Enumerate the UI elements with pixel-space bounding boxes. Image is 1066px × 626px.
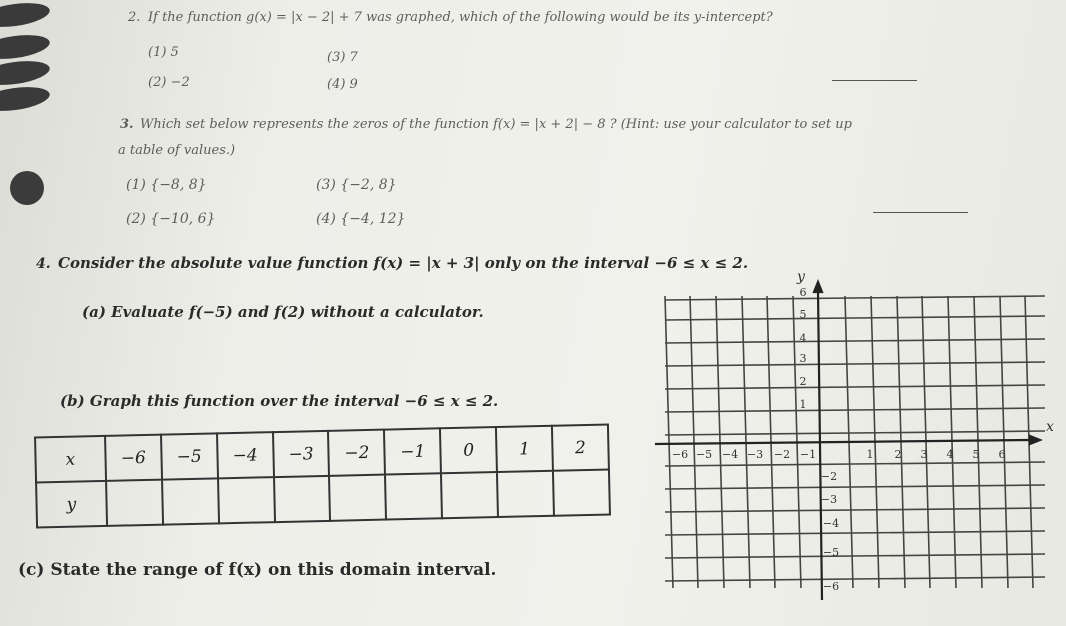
x-tick-label: 5 [972, 448, 980, 461]
q2-choice-1: (1) 5 [148, 45, 179, 60]
x-tick-label: −6 [671, 448, 689, 461]
grid-line-horizontal [665, 362, 1045, 366]
q4-part-b: (b) Graph this function over the interval −6 ≤ x ≤ 2. [60, 392, 499, 410]
table-cell[interactable]: −5 [161, 433, 218, 479]
q2-choice-4: (4) 9 [327, 77, 358, 92]
table-cell[interactable]: 0 [440, 427, 497, 473]
table-cell[interactable]: −3 [273, 431, 330, 477]
q2-number: 2. [128, 10, 141, 25]
grid-line-horizontal [665, 408, 1045, 412]
x-axis-arrow-icon [1030, 436, 1040, 444]
table-cell[interactable]: −4 [217, 432, 274, 478]
table-cell[interactable]: −6 [105, 435, 162, 481]
q3-choice-3: (3) {−2, 8} [316, 177, 397, 193]
y-axis-label: y [797, 269, 805, 285]
q2-choice-2: (2) −2 [148, 75, 190, 90]
table-cell[interactable]: 2 [552, 425, 609, 471]
x-tick-label: 6 [998, 448, 1006, 461]
grid-line-horizontal [665, 339, 1045, 343]
grid-line-horizontal [665, 462, 1045, 466]
y-tick-label: −6 [822, 580, 840, 593]
x-tick-label: −4 [721, 448, 739, 461]
q3-prompt-cont: a table of values.) [118, 143, 236, 158]
y-tick-label: −3 [820, 493, 838, 506]
grid-line-horizontal [665, 316, 1045, 320]
x-axis [655, 440, 1030, 444]
y-tick-label: −4 [822, 517, 840, 530]
grid-line-horizontal [665, 431, 1045, 435]
q3-choice-1: (1) {−8, 8} [126, 177, 207, 193]
x-tick-label: −3 [746, 448, 764, 461]
grid-line-horizontal [665, 296, 1045, 300]
y-axis [818, 292, 822, 600]
y-tick-label: 4 [799, 332, 807, 345]
x-tick-label: −5 [695, 448, 713, 461]
y-tick-label: 3 [799, 352, 807, 365]
grid-line-horizontal [665, 385, 1045, 389]
table-y-header: y [36, 481, 107, 528]
q3-choice-4: (4) {−4, 12} [316, 211, 406, 227]
x-tick-label: 3 [920, 448, 928, 461]
q2-choice-3: (3) 7 [327, 50, 358, 65]
x-tick-label: 2 [894, 448, 902, 461]
y-tick-label: −2 [820, 470, 838, 483]
x-tick-label: −1 [799, 448, 817, 461]
table-cell[interactable]: −2 [328, 430, 385, 476]
grid-line-horizontal [665, 554, 1045, 558]
x-axis-label: x [1046, 419, 1054, 435]
grid-line-vertical [665, 296, 673, 588]
y-tick-label: 6 [799, 286, 807, 299]
q4-part-a: (a) Evaluate f(−5) and f(2) without a calculator. [82, 303, 484, 321]
q3-prompt: Which set below represents the zeros of the function f(x) = |x + 2| − 8 ? (Hint: use your calculator to set up [140, 117, 852, 132]
q4-part-c: (c) State the range of f(x) on this domain interval. [18, 560, 497, 580]
q4-prompt: Consider the absolute value function f(x) = |x + 3| only on the interval −6 ≤ x ≤ 2. [58, 254, 749, 272]
x-tick-label: 1 [866, 448, 874, 461]
grid-line-vertical [690, 296, 698, 588]
q2-prompt: If the function g(x) = |x − 2| + 7 was graphed, which of the following would be its y-intercept? [148, 10, 773, 25]
y-tick-label: 2 [799, 375, 807, 388]
x-tick-label: −2 [773, 448, 791, 461]
y-tick-label: 5 [799, 308, 807, 321]
q4-number: 4. [36, 256, 51, 272]
y-tick-label: 1 [799, 398, 807, 411]
q3-number: 3. [120, 117, 134, 132]
x-tick-label: 4 [946, 448, 954, 461]
q3-choice-2: (2) {−10, 6} [126, 211, 216, 227]
grid-line-horizontal [665, 577, 1045, 581]
y-axis-arrow-icon [814, 282, 822, 292]
table-cell[interactable]: 1 [496, 426, 553, 472]
table-cell[interactable]: −1 [384, 428, 441, 474]
y-tick-label: −5 [822, 546, 840, 559]
table-x-header: x [35, 436, 106, 483]
grid-line-vertical [716, 296, 724, 588]
